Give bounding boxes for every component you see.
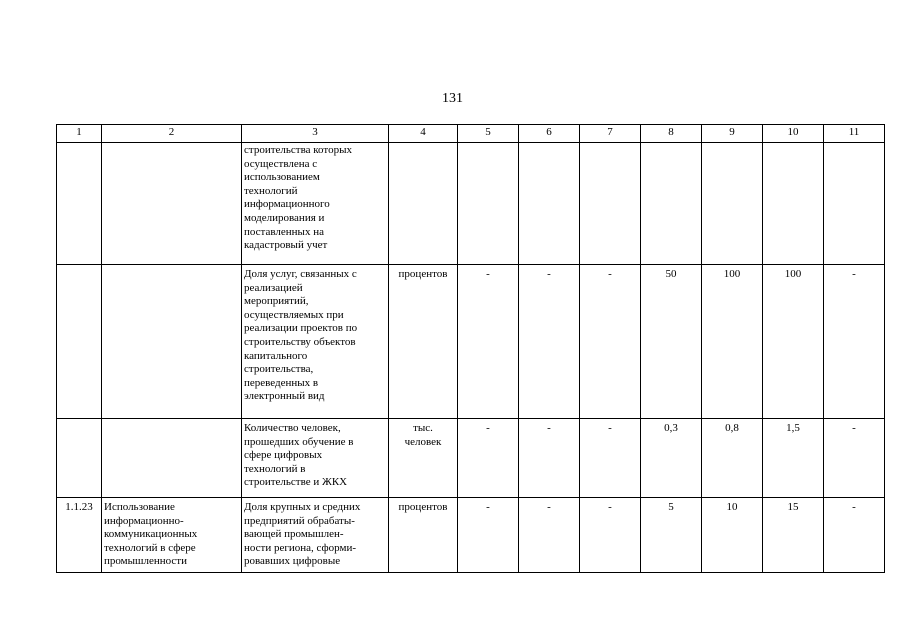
value-cell	[580, 143, 641, 265]
value-cell: 50	[641, 265, 702, 419]
value-cell: 0,8	[702, 419, 763, 498]
table-row	[57, 419, 885, 498]
value-cell	[519, 143, 580, 265]
value-cell: 5	[641, 498, 702, 573]
table-row	[57, 143, 885, 265]
unit-cell: тыс. человек	[389, 419, 458, 498]
value-cell	[763, 143, 824, 265]
value-cell: -	[458, 419, 519, 498]
unit-cell: процентов	[389, 265, 458, 419]
row-number-cell: 1.1.23	[57, 498, 102, 573]
column-header: 11	[824, 125, 885, 143]
value-cell: -	[824, 498, 885, 573]
column-header: 6	[519, 125, 580, 143]
value-cell: -	[580, 419, 641, 498]
value-cell: -	[824, 265, 885, 419]
column-header: 2	[102, 125, 242, 143]
value-cell: 100	[702, 265, 763, 419]
measure-name-cell	[102, 265, 242, 419]
value-cell: -	[519, 419, 580, 498]
value-cell: -	[580, 498, 641, 573]
column-header: 10	[763, 125, 824, 143]
value-cell: -	[519, 498, 580, 573]
indicators-table	[56, 124, 885, 573]
indicator-cell: Количество человек, прошедших обучение в сфере цифровых технологий в строительстве и ЖКХ	[242, 419, 389, 498]
column-header: 1	[57, 125, 102, 143]
row-number-cell	[57, 419, 102, 498]
unit-cell: процентов	[389, 498, 458, 573]
value-cell: 10	[702, 498, 763, 573]
unit-cell	[389, 143, 458, 265]
measure-name-cell	[102, 419, 242, 498]
column-header: 3	[242, 125, 389, 143]
measure-name-cell: Использование информационно- коммуникационных технологий в сфере промышленности	[102, 498, 242, 573]
table-header-row	[57, 125, 885, 143]
table-row	[57, 265, 885, 419]
column-header: 7	[580, 125, 641, 143]
row-number-cell	[57, 265, 102, 419]
row-number-cell	[57, 143, 102, 265]
value-cell: -	[519, 265, 580, 419]
column-header: 5	[458, 125, 519, 143]
value-cell: -	[458, 498, 519, 573]
column-header: 4	[389, 125, 458, 143]
value-cell: -	[824, 419, 885, 498]
value-cell: -	[580, 265, 641, 419]
value-cell: 15	[763, 498, 824, 573]
value-cell	[641, 143, 702, 265]
indicator-cell: Доля услуг, связанных с реализацией мероприятий, осуществляемых при реализации проектов по строительству объектов капитального строительства, переведенных в электронный вид	[242, 265, 389, 419]
value-cell	[458, 143, 519, 265]
column-header: 8	[641, 125, 702, 143]
value-cell: 0,3	[641, 419, 702, 498]
value-cell: 1,5	[763, 419, 824, 498]
column-header: 9	[702, 125, 763, 143]
indicator-cell: Доля крупных и средних предприятий обрабаты- вающей промышлен- ности региона, сформи- ровавших цифровые	[242, 498, 389, 573]
value-cell	[824, 143, 885, 265]
page-number: 131	[442, 91, 463, 106]
value-cell: 100	[763, 265, 824, 419]
value-cell: -	[458, 265, 519, 419]
value-cell	[702, 143, 763, 265]
indicator-cell: строительства которых осуществлена с использованием технологий информационного моделирования и поставленных на кадастровый учет	[242, 143, 389, 265]
table-row	[57, 498, 885, 573]
measure-name-cell	[102, 143, 242, 265]
